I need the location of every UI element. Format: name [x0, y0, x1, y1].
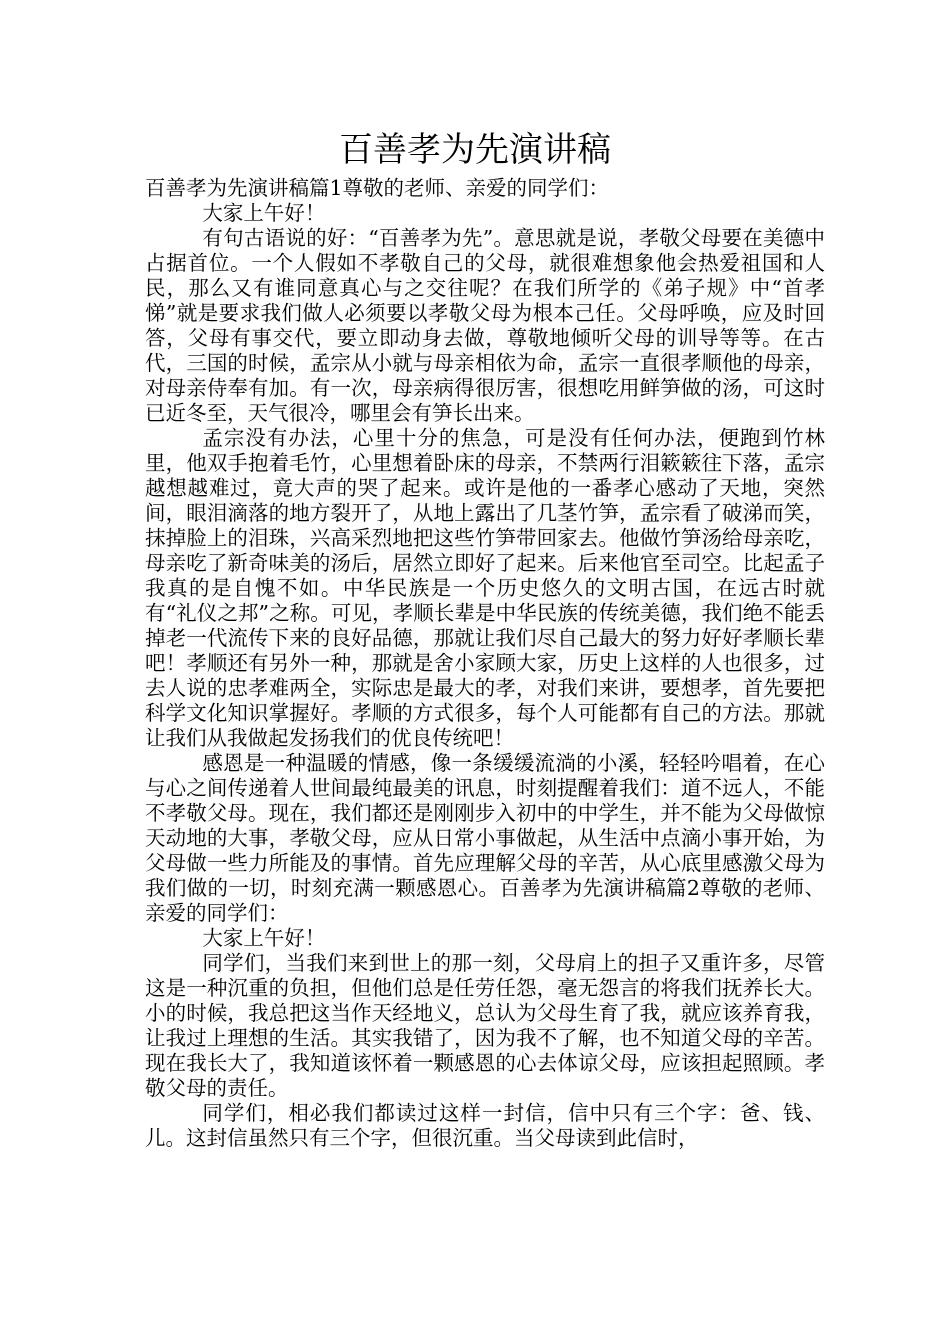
paragraph: 大家上午好！ [202, 201, 326, 225]
paragraph: 感恩是一种温暖的情感，像一条缓缓流淌的小溪，轻轻吟唱着，在心与心之间传递着人世间最纯最美的讯息，时刻提醒着我们：道不远人，不能不孝敬父母。现在，我们都还是刚刚步入初中的中学生，并不能为父母做惊天动地的大事，孝敬父母，应从日常小事做起，从生活中点滴小事开始，为父母做一些力所能及的事情。首先应理解父母的辛苦，从心底里感激父母为我们做的一切，时刻充满一颗感恩心。百善孝为先演讲稿篇2尊敬的老师、亲爱的同学们： [145, 751, 825, 925]
document-body [145, 176, 825, 1151]
paragraph: 有句古语说的好：“百善孝为先”。意思就是说，孝敬父母要在美德中占据首位。一个人假如不孝敬自己的父母，就很难想象他会热爱祖国和人民，那么又有谁同意真心与之交往呢？在我们所学的《弟子规》中“首孝悌”就是要求我们做人必须要以孝敬父母为根本己任。父母呼唤，应及时回答，父母有事交代，要立即动身去做，尊敬地倾听父母的训导等等。在古代，三国的时候，孟宗从小就与母亲相依为命，孟宗一直很孝顺他的母亲，对母亲侍奉有加。有一次，母亲病得很厉害，很想吃用鲜笋做的汤，可这时已近冬至，天气很冷，哪里会有笋长出来。 [145, 226, 825, 425]
paragraph: 同学们，相必我们都读过这样一封信，信中只有三个字：爸、钱、儿。这封信虽然只有三个字，但很沉重。当父母读到此信时， [145, 1101, 825, 1150]
paragraph: 同学们，当我们来到世上的那一刻，父母肩上的担子又重许多，尽管这是一种沉重的负担，但他们总是任劳任怨，毫无怨言的将我们抚养长大。小的时候，我总把这当作天经地义，总认为父母生育了我，就应该养育我，让我过上理想的生活。其实我错了，因为我不了解，也不知道父母的辛苦。现在我长大了，我知道该怀着一颗感恩的心去体谅父母，应该担起照顾。孝敬父母的责任。 [145, 951, 825, 1100]
paragraph: 大家上午好！ [202, 926, 326, 950]
paragraph: 孟宗没有办法，心里十分的焦急，可是没有任何办法，便跑到竹林里，他双手抱着毛竹，心里想着卧床的母亲，不禁两行泪簌簌往下落，孟宗越想越难过，竟大声的哭了起来。或许是他的一番孝心感动了天地，突然间，眼泪滴落的地方裂开了，从地上露出了几茎竹笋，孟宗看了破涕而笑，抹掉脸上的泪珠，兴高采烈地把这些竹笋带回家去。他做竹笋汤给母亲吃，母亲吃了新奇味美的汤后，居然立即好了起来。后来他官至司空。比起孟子我真的是自愧不如。中华民族是一个历史悠久的文明古国，在远古时就有“礼仪之邦”之称。可见，孝顺长辈是中华民族的传统美德，我们绝不能丢掉老一代流传下来的良好品德，那就让我们尽自己最大的努力好好孝顺长辈吧！孝顺还有另外一种，那就是舍小家顾大家，历史上这样的人也很多，过去人说的忠孝难两全，实际忠是最大的孝，对我们来讲，要想孝，首先要把科学文化知识掌握好。孝顺的方式很多，每个人可能都有自己的方法。那就让我们从我做起发扬我们的优良传统吧！ [145, 426, 825, 750]
paragraph: 百善孝为先演讲稿篇1尊敬的老师、亲爱的同学们： [145, 176, 610, 200]
document-title: 百善孝为先演讲稿 [339, 130, 611, 170]
